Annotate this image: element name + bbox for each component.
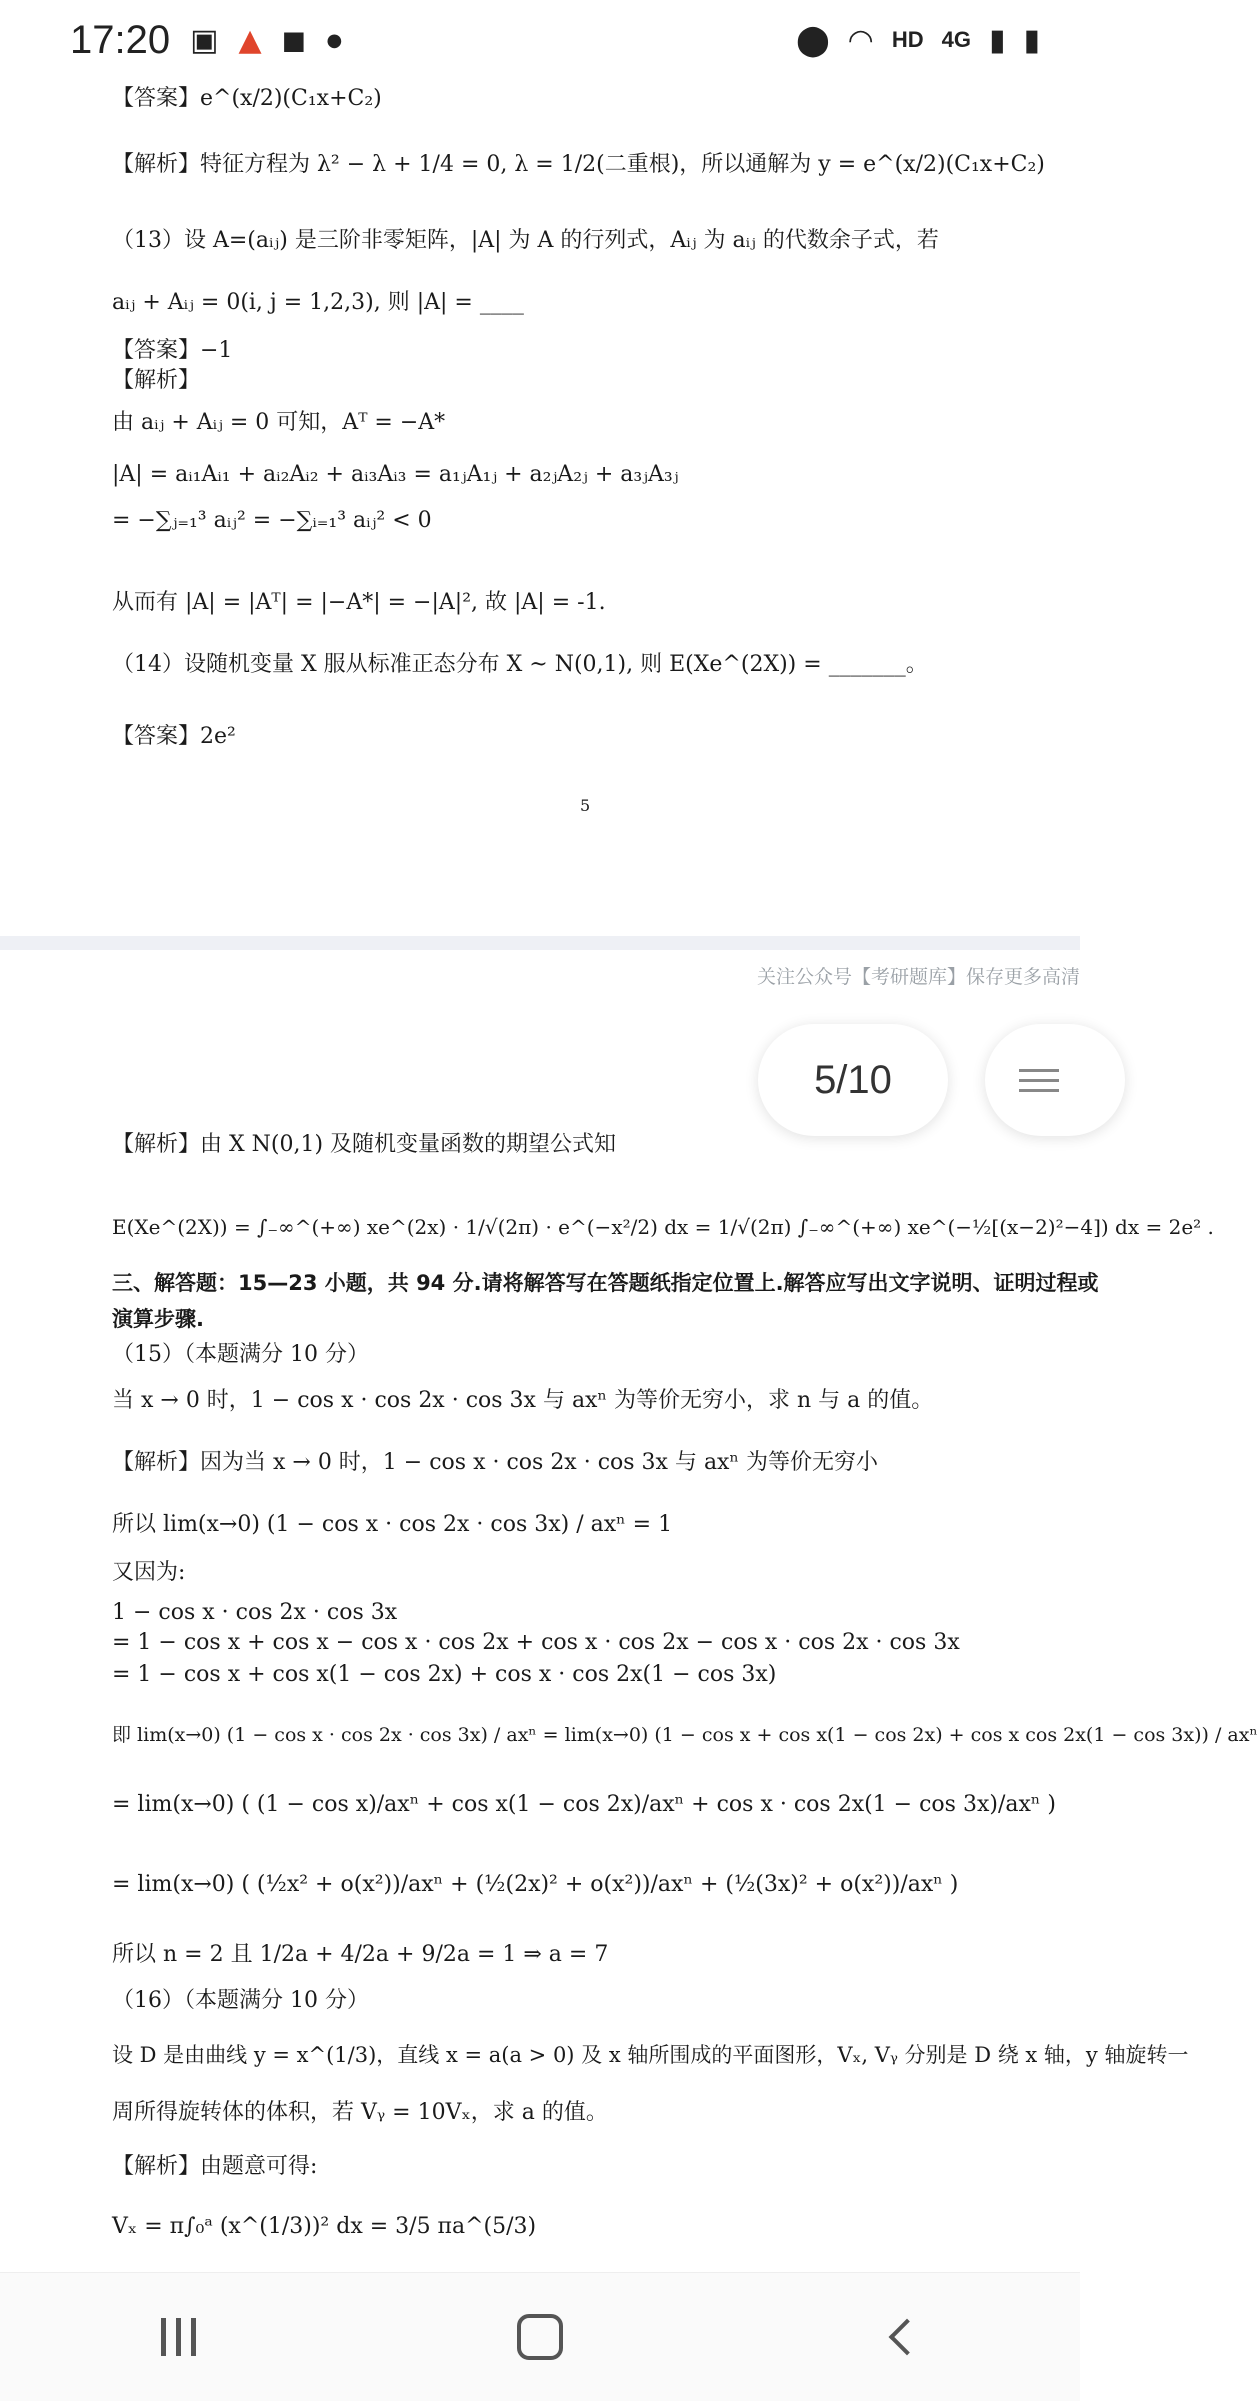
section-3-heading: 三、解答题：15—23 小题，共 94 分.请将解答写在答题纸指定位置上.解答应写出文字说明、证明过程或 xyxy=(112,1271,1099,1295)
analysis-15-line10: 所以 n = 2 且 1/2a + 4/2a + 9/2a = 1 ⇒ a = 7 xyxy=(112,1942,609,1967)
answer-13: 【答案】−1 xyxy=(112,338,233,363)
dot-icon: ● xyxy=(326,29,343,51)
analysis-13-step4: 从而有 |A| = |Aᵀ| = |−A*| = −|A|², 故 |A| = -1. xyxy=(112,590,606,615)
network-label: 4G xyxy=(941,27,971,52)
location-icon: ⬤ xyxy=(796,22,830,58)
app-icon: ▲ xyxy=(238,22,262,58)
bag-icon: ◼ xyxy=(281,22,307,58)
analysis-15-line4: 1 − cos x · cos 2x · cos 3x xyxy=(112,1600,398,1625)
navigation-bar xyxy=(0,2272,1080,2401)
hd-label: HD xyxy=(891,27,924,52)
home-icon[interactable] xyxy=(517,2314,563,2360)
signal-icon: ▮ xyxy=(988,22,1006,58)
wifi-icon: ◠ xyxy=(847,22,874,58)
analysis-15-line9: = lim(x→0) ( (½x² + o(x²))/axⁿ + (½(2x)² + o(x²))/axⁿ + (½(3x)² + o(x²))/axⁿ ) xyxy=(112,1872,959,1897)
status-bar xyxy=(0,0,1080,80)
page-separator xyxy=(0,936,1080,950)
analysis-15-line5: = 1 − cos x + cos x − cos x · cos 2x + cos x · cos 2x − cos x · cos 2x · cos 3x xyxy=(112,1630,960,1655)
gallery-icon: ▣ xyxy=(190,22,219,58)
back-icon[interactable] xyxy=(888,2319,925,2356)
menu-button[interactable] xyxy=(985,1024,1125,1136)
battery-icon: ▮ xyxy=(1023,22,1040,58)
question-16-line1: 设 D 是由曲线 y = x^(1/3)，直线 x = a(a > 0) 及 x 轴所围成的平面图形，Vₓ, Vᵧ 分别是 D 绕 x 轴，y 轴旋转一 xyxy=(112,2043,1189,2067)
question-13-line1: （13）设 A=(aᵢⱼ) 是三阶非零矩阵，|A| 为 A 的行列式，Aᵢⱼ 为 aᵢⱼ 的代数余子式，若 xyxy=(112,228,939,253)
question-13-line2: aᵢⱼ + Aᵢⱼ = 0(i, j = 1,2,3), 则 |A| = ____ xyxy=(112,290,524,315)
analysis-14-formula: E(Xe^(2X)) = ∫₋∞^(+∞) xe^(2x) · 1/√(2π) · e^(−x²/2) dx = 1/√(2π) ∫₋∞^(+∞) xe^(−½[(x−2)²−4]) dx = 2e² . xyxy=(112,1215,1214,1239)
recents-icon[interactable] xyxy=(161,2318,196,2356)
analysis-13-step1: 由 aᵢⱼ + Aᵢⱼ = 0 可知，Aᵀ = −A* xyxy=(112,410,446,435)
analysis-14: 【解析】由 X N(0,1) 及随机变量函数的期望公式知 xyxy=(112,1132,617,1157)
page-number: 5 xyxy=(580,796,591,815)
question-16-score: （16）（本题满分 10 分） xyxy=(112,1988,369,2013)
document-page-2[interactable] xyxy=(0,950,1258,2270)
analysis-12: 【解析】特征方程为 λ² − λ + 1/4 = 0, λ = 1/2(二重根)，所以通解为 y = e^(x/2)(C₁x+C₂) xyxy=(112,152,1045,177)
answer-12: 【答案】e^(x/2)(C₁x+C₂) xyxy=(112,86,382,111)
section-3-heading-cont: 演算步骤. xyxy=(112,1307,204,1331)
analysis-13-step2: |A| = aᵢ₁Aᵢ₁ + aᵢ₂Aᵢ₂ + aᵢ₃Aᵢ₃ = a₁ⱼA₁ⱼ + a₂ⱼA₂ⱼ + a₃ⱼA₃ⱼ xyxy=(112,462,679,487)
analysis-16-label: 【解析】由题意可得: xyxy=(112,2154,318,2179)
question-15: 当 x → 0 时，1 − cos x · cos 2x · cos 3x 与 axⁿ 为等价无穷小，求 n 与 a 的值。 xyxy=(112,1388,934,1413)
analysis-15-line8: = lim(x→0) ( (1 − cos x)/axⁿ + cos x(1 − cos 2x)/axⁿ + cos x · cos 2x(1 − cos 3x)/axⁿ ) xyxy=(112,1792,1056,1817)
analysis-13-step3: = −∑ⱼ₌₁³ aᵢⱼ² = −∑ᵢ₌₁³ aᵢⱼ² < 0 xyxy=(112,508,432,533)
analysis-13-label: 【解析】 xyxy=(112,368,201,393)
question-14: （14）设随机变量 X 服从标准正态分布 X ~ N(0,1), 则 E(Xe^(2X)) = _______。 xyxy=(112,652,928,677)
answer-14: 【答案】2e² xyxy=(112,724,236,749)
analysis-15-line3: 又因为: xyxy=(112,1560,186,1585)
analysis-15-line2: 所以 lim(x→0) (1 − cos x · cos 2x · cos 3x) / axⁿ = 1 xyxy=(112,1512,673,1537)
page-indicator[interactable]: 5/10 xyxy=(758,1024,948,1136)
document-page-1[interactable] xyxy=(0,78,1080,936)
analysis-15-line7: 即 lim(x→0) (1 − cos x · cos 2x · cos 3x) / axⁿ = lim(x→0) (1 − cos x + cos x(1 − cos 2x) + cos x cos 2x(1 − cos 3x)) / axⁿ xyxy=(112,1724,1258,1746)
menu-icon xyxy=(1019,1062,1059,1099)
analysis-15-line1: 【解析】因为当 x → 0 时，1 − cos x · cos 2x · cos 3x 与 axⁿ 为等价无穷小 xyxy=(112,1450,878,1475)
question-15-score: （15）（本题满分 10 分） xyxy=(112,1342,369,1367)
watermark-text: 关注公众号【考研题库】保存更多高清 xyxy=(756,966,1080,988)
question-16-line2: 周所得旋转体的体积，若 Vᵧ = 10Vₓ，求 a 的值。 xyxy=(112,2100,608,2125)
analysis-15-line6: = 1 − cos x + cos x(1 − cos 2x) + cos x · cos 2x(1 − cos 3x) xyxy=(112,1662,777,1687)
analysis-16-line1: Vₓ = π∫₀ᵃ (x^(1/3))² dx = 3/5 πa^(5/3) xyxy=(112,2214,537,2239)
status-time: 17:20 xyxy=(70,17,171,62)
